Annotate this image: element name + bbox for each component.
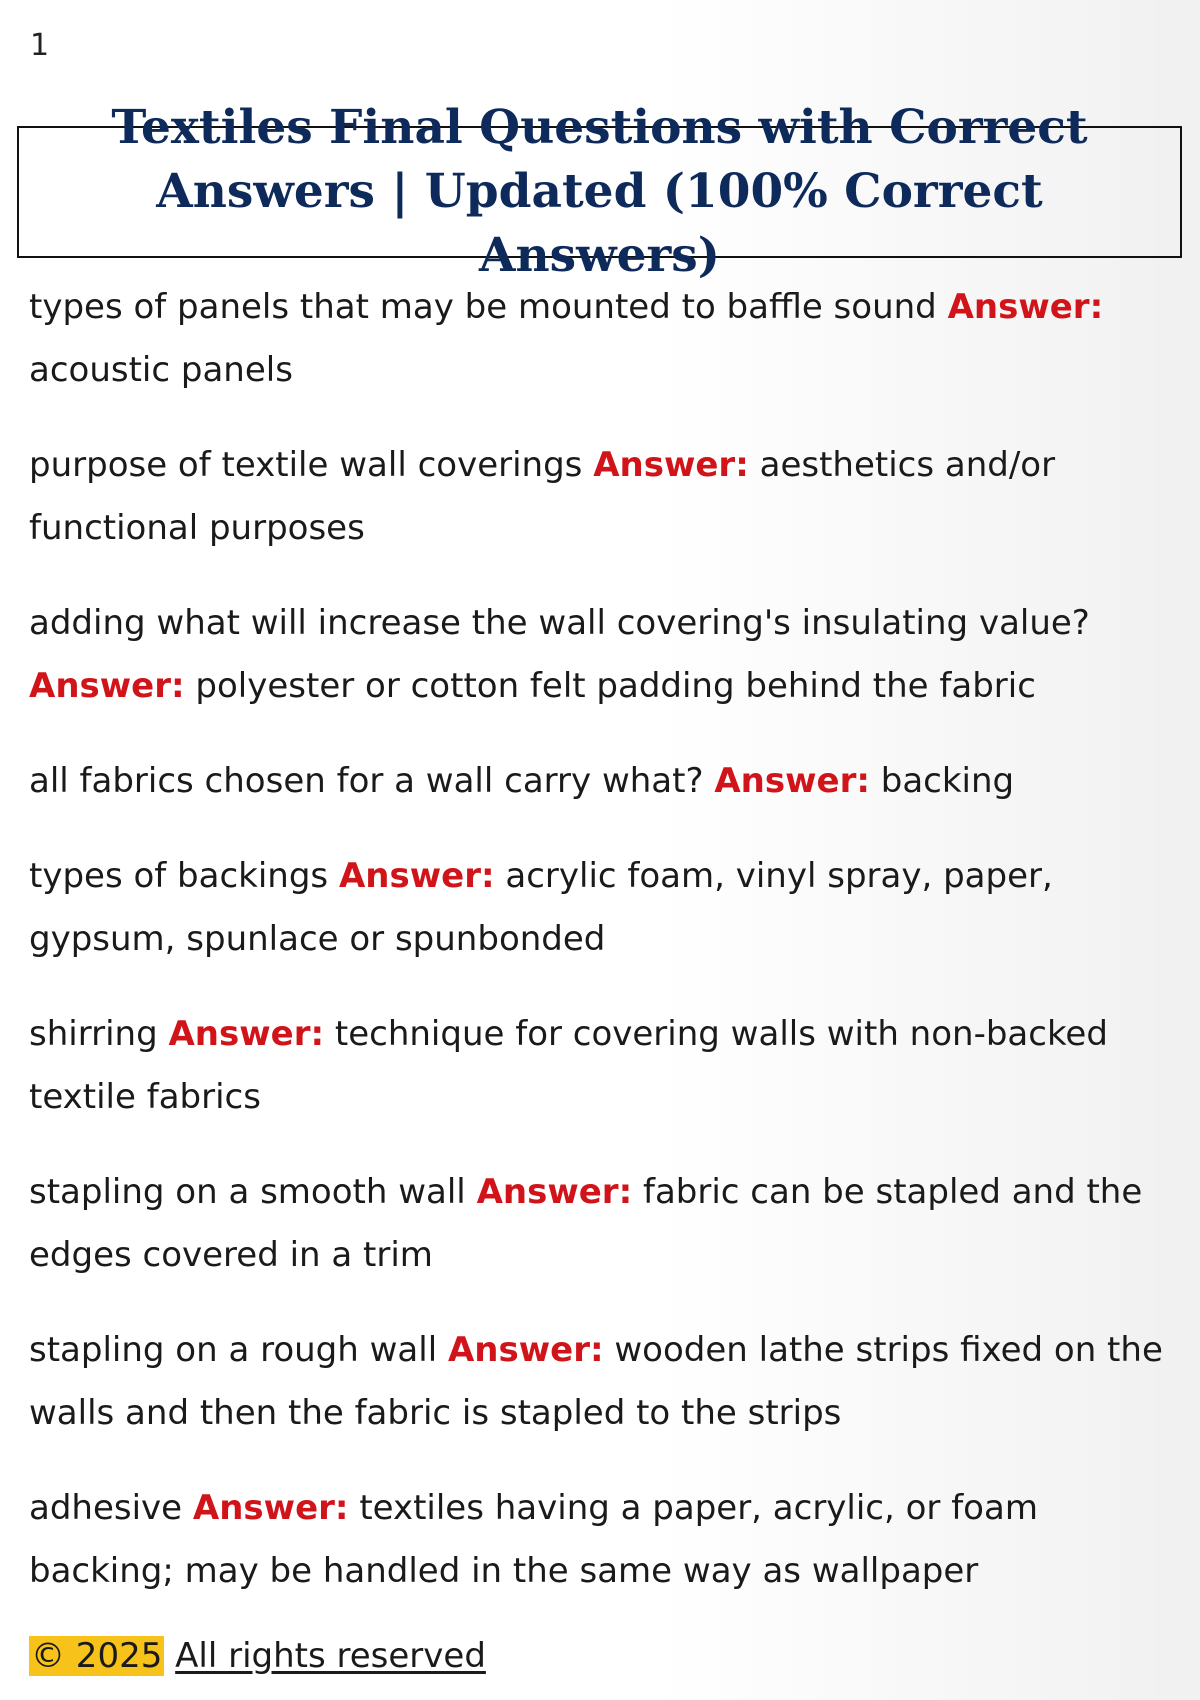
answer-text: wooden lathe strips fixed on the walls and then the fabric is stapled to the strips — [29, 1330, 1163, 1433]
document-title: Textiles Final Questions with Correct Answers | Updated (100% Correct Answers) — [111, 100, 1088, 283]
qa-item — [29, 845, 1164, 971]
copyright-highlight: © 2025 — [31, 1636, 163, 1676]
qa-item — [29, 1319, 1164, 1445]
qa-item — [29, 592, 1164, 718]
question-text: adding what will increase the wall covering's insulating value? — [29, 603, 1090, 643]
question-text: purpose of textile wall coverings — [29, 445, 583, 485]
question-text: types of panels that may be mounted to baffle sound — [29, 287, 937, 327]
answer-text: backing — [880, 761, 1015, 801]
answer-text: aesthetics and/or functional purposes — [29, 445, 1056, 548]
question-text: all fabrics chosen for a wall carry what? — [29, 761, 704, 801]
page-number: 1 — [30, 28, 50, 63]
question-text: stapling on a rough wall — [29, 1330, 438, 1370]
answer-text: textiles having a paper, acrylic, or foam backing; may be handled in the same way as wallpaper — [29, 1488, 1038, 1591]
answer-label: Answer: — [714, 761, 870, 801]
answer-label: Answer: — [168, 1014, 325, 1054]
question-text: types of backings — [29, 856, 329, 896]
answer-text: acoustic panels — [29, 350, 293, 390]
answer-label: Answer: — [476, 1172, 633, 1212]
answer-label: Answer: — [447, 1330, 604, 1370]
answer-text: technique for covering walls with non-backed textile fabrics — [29, 1014, 1108, 1117]
qa-item — [29, 1161, 1164, 1287]
answer-text: acrylic foam, vinyl spray, paper, gypsum, spunlace or spunbonded — [29, 856, 1053, 959]
qa-item — [29, 1003, 1164, 1129]
qa-item — [29, 1477, 1164, 1603]
answer-text: polyester or cotton felt padding behind the fabric — [195, 666, 1036, 706]
answer-text: fabric can be stapled and the edges covered in a trim — [29, 1172, 1143, 1275]
question-text: adhesive — [29, 1488, 183, 1528]
answer-label: Answer: — [947, 287, 1104, 327]
qa-item — [29, 434, 1164, 560]
answer-label: Answer: — [29, 666, 185, 706]
copyright-footer — [29, 1634, 486, 1678]
qa-list — [29, 276, 1164, 1635]
question-text: shirring — [29, 1014, 158, 1054]
qa-item — [29, 276, 1164, 402]
document-title-box — [17, 100, 1182, 283]
question-text: stapling on a smooth wall — [29, 1172, 466, 1212]
copyright-text: All rights reserved — [175, 1636, 486, 1676]
qa-item — [29, 750, 1164, 813]
answer-label: Answer: — [192, 1488, 349, 1528]
answer-label: Answer: — [338, 856, 495, 896]
answer-label: Answer: — [593, 445, 749, 485]
